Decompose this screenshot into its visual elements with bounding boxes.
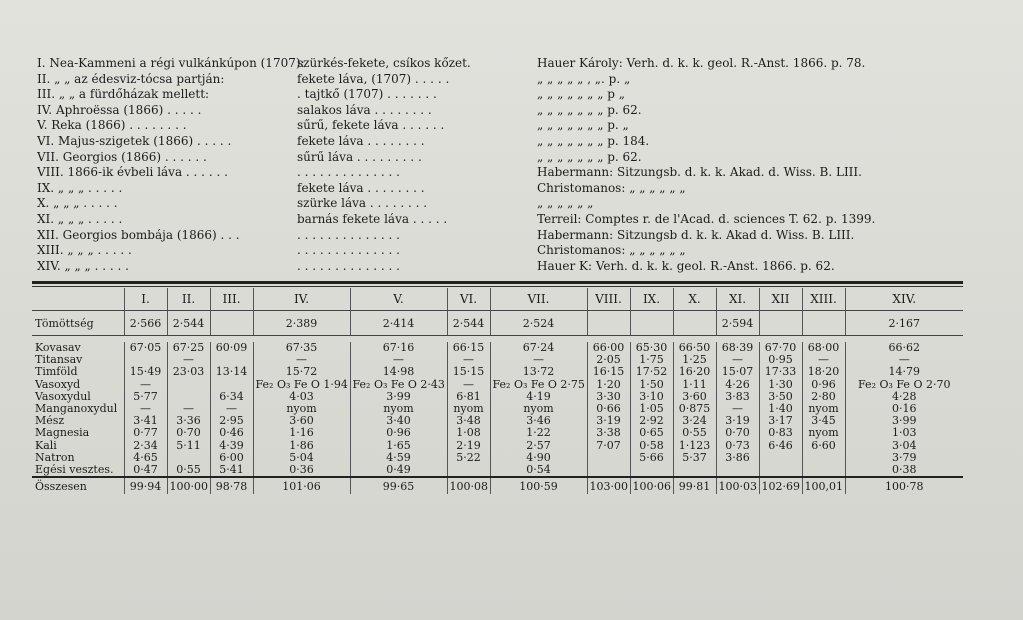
table-cell: Fe₂ O₃ Fe O 2·70 <box>845 379 963 391</box>
table-cell <box>802 464 845 477</box>
column-header: VIII. <box>587 288 630 311</box>
row-label: Vasoxydul <box>35 390 91 403</box>
table-cell: nyom <box>350 403 447 415</box>
table-cell: 6·46 <box>759 440 802 452</box>
sample-label: IX. „ „ „ . . . . . <box>37 180 123 195</box>
sample-label: VIII. 1866-ik évbeli láva . . . . . . <box>37 165 228 180</box>
table-cell: 3·79 <box>845 452 963 464</box>
table-cell: 5·11 <box>167 440 210 452</box>
table-cell: nyom <box>490 403 587 415</box>
sample-line <box>37 72 997 88</box>
table-cell: — <box>350 354 447 366</box>
table-cell: 3·04 <box>845 440 963 452</box>
column-header: VI. <box>447 288 490 311</box>
table-cell: 0·70 <box>167 427 210 439</box>
column-header: VII. <box>490 288 587 311</box>
table-cell: 2·544 <box>447 311 490 336</box>
table-cell: 2·95 <box>210 415 253 427</box>
table-cell: Fe₂ O₃ Fe O 1·94 <box>253 379 350 391</box>
sample-line <box>37 118 997 134</box>
table-cell: 3·99 <box>845 415 963 427</box>
column-header: IX. <box>630 288 673 311</box>
sample-label: VII. Georgios (1866) . . . . . . <box>37 149 207 164</box>
table-cell: 5·37 <box>673 452 716 464</box>
table-cell <box>630 311 673 336</box>
analysis-table <box>32 288 963 494</box>
table-cell: 3·46 <box>490 415 587 427</box>
sample-line <box>37 56 997 72</box>
table-cell: 67·25 <box>167 342 210 354</box>
table-cell: 68·00 <box>802 342 845 354</box>
row-label: Égési vesztes. <box>35 464 114 477</box>
table-top-rule <box>32 281 963 284</box>
table-cell: — <box>124 379 167 391</box>
table-cell: 4·28 <box>845 391 963 403</box>
row-label: Mész <box>35 415 65 428</box>
table-cell: 0·77 <box>124 427 167 439</box>
table-row <box>32 403 963 415</box>
composition-rows <box>32 342 963 477</box>
sample-label: V. Reka (1866) . . . . . . . . <box>37 118 187 133</box>
sample-source: „ „ „ „ „ „ „ p. 62. <box>537 102 642 117</box>
table-cell: 3·48 <box>447 415 490 427</box>
table-cell: 23·03 <box>167 366 210 378</box>
table-cell <box>673 464 716 477</box>
column-header: V. <box>350 288 447 311</box>
table-cell: 3·60 <box>253 415 350 427</box>
table-cell: 2·19 <box>447 440 490 452</box>
column-header: XI. <box>716 288 759 311</box>
sample-source: „ „ „ „ „ ‚ „. p. „ <box>537 71 631 86</box>
table-cell: 66·62 <box>845 342 963 354</box>
sample-label: I. Nea-Kammeni a régi vulkánkúpon (1707): <box>37 56 305 70</box>
sample-rock: . . . . . . . . . . . . . . <box>297 258 400 273</box>
table-cell: 3·83 <box>716 391 759 403</box>
sample-line <box>37 228 997 244</box>
table-cell: 66·50 <box>673 342 716 354</box>
table-cell: 0·95 <box>759 354 802 366</box>
sample-line <box>37 87 997 103</box>
table-cell: 3·86 <box>716 452 759 464</box>
table-cell: nyom <box>253 403 350 415</box>
table-cell: — <box>124 403 167 415</box>
table-cell: 3·99 <box>350 391 447 403</box>
table-row <box>32 354 963 366</box>
table-cell: 3·19 <box>716 415 759 427</box>
table-cell <box>759 464 802 477</box>
table-cell: 67·05 <box>124 342 167 354</box>
table-cell: 1·20 <box>587 379 630 391</box>
sample-label: XIII. „ „ „ . . . . . <box>37 243 132 258</box>
sample-source: Hauer K: Verh. d. k. k. geol. R.-Anst. 1866. p. 62. <box>537 258 835 273</box>
table-cell: 17·33 <box>759 366 802 378</box>
table-cell: 15·07 <box>716 366 759 378</box>
table-cell: 103·00 <box>587 477 630 494</box>
table-row <box>32 452 963 464</box>
table-cell: 4·26 <box>716 379 759 391</box>
table-cell: 0·46 <box>210 427 253 439</box>
table-cell: 100·06 <box>630 477 673 494</box>
table-cell: 4·59 <box>350 452 447 464</box>
table-cell: 100,01 <box>802 477 845 494</box>
table-cell: 1·25 <box>673 354 716 366</box>
table-cell <box>759 452 802 464</box>
table-cell: 66·15 <box>447 342 490 354</box>
table-cell: 0·73 <box>716 440 759 452</box>
table-cell: 18·20 <box>802 366 845 378</box>
table-cell: 1·16 <box>253 427 350 439</box>
table-cell: 1·123 <box>673 440 716 452</box>
table-cell <box>802 452 845 464</box>
table-cell <box>167 452 210 464</box>
table-cell: 13·14 <box>210 366 253 378</box>
row-label: Összesen <box>32 477 124 494</box>
table-cell <box>587 452 630 464</box>
table-cell <box>210 354 253 366</box>
total-row <box>32 477 963 494</box>
table-cell: 67·70 <box>759 342 802 354</box>
table-cell: 4·39 <box>210 440 253 452</box>
table-cell: 2·92 <box>630 415 673 427</box>
table-cell: 2·57 <box>490 440 587 452</box>
row-label: Kali <box>35 439 57 452</box>
table-cell: — <box>490 354 587 366</box>
table-cell: — <box>802 354 845 366</box>
sample-source: „ „ „ „ „ „ <box>537 196 594 211</box>
table-cell: 1·11 <box>673 379 716 391</box>
sample-label: XIV. „ „ „ . . . . . <box>37 258 129 273</box>
table-cell: — <box>716 354 759 366</box>
table-cell: 2·34 <box>124 440 167 452</box>
table-cell: 100·59 <box>490 477 587 494</box>
sample-label: X. „ „ „ . . . . . <box>37 196 118 211</box>
table-cell: 100·78 <box>845 477 963 494</box>
table-cell: 68·39 <box>716 342 759 354</box>
sample-rock: barnás fekete láva . . . . . <box>297 211 448 226</box>
table-cell: 2·05 <box>587 354 630 366</box>
table-cell <box>716 464 759 477</box>
table-cell: 2·566 <box>124 311 167 336</box>
table-cell: 0·55 <box>673 427 716 439</box>
sample-rock: sűrű láva . . . . . . . . . <box>297 149 422 164</box>
table-cell: — <box>447 354 490 366</box>
table-cell: 2·389 <box>253 311 350 336</box>
table-cell: 14·79 <box>845 366 963 378</box>
table-cell <box>587 311 630 336</box>
table-row <box>32 415 963 427</box>
sample-rock: . tajtkő (1707) . . . . . . . <box>297 87 437 102</box>
table-cell: 14·98 <box>350 366 447 378</box>
sample-rock: fekete láva . . . . . . . . <box>297 133 425 148</box>
table-cell: 0·38 <box>845 464 963 477</box>
table-cell: 15·15 <box>447 366 490 378</box>
sample-rock: fekete láva . . . . . . . . <box>297 180 425 195</box>
table-cell: 3·17 <box>759 415 802 427</box>
table-cell: — <box>716 403 759 415</box>
table-cell: Fe₂ O₃ Fe O 2·75 <box>490 379 587 391</box>
table-cell: 67·24 <box>490 342 587 354</box>
table-cell: 16·15 <box>587 366 630 378</box>
table-cell: 67·16 <box>350 342 447 354</box>
column-header: XII <box>759 288 802 311</box>
table-cell: Fe₂ O₃ Fe O 2·43 <box>350 379 447 391</box>
table-cell <box>167 391 210 403</box>
column-header: XIII. <box>802 288 845 311</box>
table-cell: 67·35 <box>253 342 350 354</box>
table-cell <box>124 354 167 366</box>
table-cell: — <box>167 354 210 366</box>
table-row <box>32 427 963 439</box>
table-cell: 6·60 <box>802 440 845 452</box>
column-header: II. <box>167 288 210 311</box>
sample-source: Habermann: Sitzungsb. d. k. k. Akad. d. Wiss. B. LIII. <box>537 165 862 180</box>
table-cell: 3·60 <box>673 391 716 403</box>
table-cell: 1·50 <box>630 379 673 391</box>
table-cell: — <box>167 403 210 415</box>
table-cell: 101·06 <box>253 477 350 494</box>
table-cell: 1·30 <box>759 379 802 391</box>
sample-source: „ „ „ „ „ „ „ p „ <box>537 87 625 102</box>
column-header: III. <box>210 288 253 311</box>
row-label: Titansav <box>35 354 83 367</box>
table-cell <box>673 311 716 336</box>
sample-line <box>37 134 997 150</box>
table-cell: 0·96 <box>802 379 845 391</box>
table-cell: 5·04 <box>253 452 350 464</box>
row-label: Magnesia <box>35 427 90 440</box>
table-cell: 0·96 <box>350 427 447 439</box>
table-row <box>32 391 963 403</box>
sample-rock: szürke láva . . . . . . . . <box>297 196 428 211</box>
table-cell: 2·524 <box>490 311 587 336</box>
table-cell <box>759 311 802 336</box>
table-row <box>32 440 963 452</box>
table-cell: 6·34 <box>210 391 253 403</box>
table-cell: 17·52 <box>630 366 673 378</box>
sample-label: VI. Majus-szigetek (1866) . . . . . <box>37 133 232 148</box>
table-cell: 1·75 <box>630 354 673 366</box>
table-cell: 4·19 <box>490 391 587 403</box>
sample-source: Terreil: Comptes r. de l'Acad. d. sciences T. 62. p. 1399. <box>537 211 876 226</box>
table-cell <box>587 464 630 477</box>
sample-line <box>37 243 997 259</box>
table-cell: 3·10 <box>630 391 673 403</box>
sample-rock: . . . . . . . . . . . . . . <box>297 227 400 242</box>
table-header-row <box>32 288 963 311</box>
table-cell: 3·40 <box>350 415 447 427</box>
table-cell: 1·86 <box>253 440 350 452</box>
sample-source: „ „ „ „ „ „ „ p. 184. <box>537 133 650 148</box>
table-cell: 5·77 <box>124 391 167 403</box>
table-cell <box>210 379 253 391</box>
sample-line <box>37 165 997 181</box>
sample-source: „ „ „ „ „ „ „ p. „ <box>537 118 629 133</box>
table-cell: 0·58 <box>630 440 673 452</box>
row-label: Kovasav <box>35 342 81 354</box>
table-cell: 100·08 <box>447 477 490 494</box>
table-cell: 65·30 <box>630 342 673 354</box>
table-cell: 99·94 <box>124 477 167 494</box>
sample-line <box>37 103 997 119</box>
column-header <box>32 288 124 311</box>
table-cell: 3·30 <box>587 391 630 403</box>
table-cell: 60·09 <box>210 342 253 354</box>
table-cell: 1·05 <box>630 403 673 415</box>
density-row <box>32 311 963 336</box>
table-cell <box>447 464 490 477</box>
table-cell <box>630 464 673 477</box>
table-cell: 1·03 <box>845 427 963 439</box>
table-cell: 0·16 <box>845 403 963 415</box>
table-cell: 0·70 <box>716 427 759 439</box>
table-row <box>32 366 963 378</box>
table-cell: 0·83 <box>759 427 802 439</box>
column-header: IV. <box>253 288 350 311</box>
table-top-rule-thin <box>32 286 963 287</box>
sample-label: XII. Georgios bombája (1866) . . . <box>37 227 240 242</box>
table-cell: 1·08 <box>447 427 490 439</box>
table-cell: 2·167 <box>845 311 963 336</box>
column-header: I. <box>124 288 167 311</box>
sample-line <box>37 181 997 197</box>
table-cell: 98·78 <box>210 477 253 494</box>
table-cell: 0·66 <box>587 403 630 415</box>
table-cell: 4·03 <box>253 391 350 403</box>
sample-label: XI. „ „ „ . . . . . <box>37 211 123 226</box>
table-cell: 2·80 <box>802 391 845 403</box>
table-cell: 3·19 <box>587 415 630 427</box>
table-cell <box>802 311 845 336</box>
table-cell: 1·40 <box>759 403 802 415</box>
table-row <box>32 379 963 391</box>
table-cell: 5·22 <box>447 452 490 464</box>
table-cell: 0·36 <box>253 464 350 477</box>
table-cell: 13·72 <box>490 366 587 378</box>
sample-rock: fekete láva, (1707) . . . . . <box>297 71 450 86</box>
table-cell: 7·07 <box>587 440 630 452</box>
table-cell: 0·65 <box>630 427 673 439</box>
table-cell: 6·00 <box>210 452 253 464</box>
sample-source: Habermann: Sitzungsb d. k. k. Akad d. Wiss. B. LIII. <box>537 227 855 242</box>
sample-label: II. „ „ az édesviz-tócsa partján: <box>37 71 225 86</box>
table-cell: 3·36 <box>167 415 210 427</box>
table-cell: 6·81 <box>447 391 490 403</box>
table-cell: 100·03 <box>716 477 759 494</box>
table-cell: 1·65 <box>350 440 447 452</box>
sample-line <box>37 259 997 275</box>
row-label: Manganoxydul <box>35 403 118 416</box>
table-row <box>32 342 963 354</box>
sample-label: IV. Aphroëssa (1866) . . . . . <box>37 102 202 117</box>
table-cell: 66·00 <box>587 342 630 354</box>
table-cell: 2·544 <box>167 311 210 336</box>
table-cell: 4·90 <box>490 452 587 464</box>
table-cell <box>210 311 253 336</box>
table-cell: nyom <box>447 403 490 415</box>
sample-source: Christomanos: „ „ „ „ „ „ <box>537 243 686 258</box>
row-label: Vasoxyd <box>35 378 81 391</box>
table-cell: 0·49 <box>350 464 447 477</box>
sample-source: Christomanos: „ „ „ „ „ „ <box>537 180 686 195</box>
table-cell: 3·41 <box>124 415 167 427</box>
table-cell: 4·65 <box>124 452 167 464</box>
table-cell: 2·414 <box>350 311 447 336</box>
table-cell: 99·81 <box>673 477 716 494</box>
table-cell: nyom <box>802 403 845 415</box>
sample-rock: . . . . . . . . . . . . . . <box>297 243 400 258</box>
column-header: X. <box>673 288 716 311</box>
sample-source: „ „ „ „ „ „ „ p. 62. <box>537 149 642 164</box>
table-cell: 0·875 <box>673 403 716 415</box>
sample-label: III. „ „ a fürdőházak mellett: <box>37 87 210 102</box>
table-cell: 3·45 <box>802 415 845 427</box>
table-cell: 5·66 <box>630 452 673 464</box>
sample-rock: sűrű, fekete láva . . . . . . <box>297 118 445 133</box>
table-cell: 5·41 <box>210 464 253 477</box>
table-cell: 100·00 <box>167 477 210 494</box>
sample-line <box>37 212 997 228</box>
sample-rock: . . . . . . . . . . . . . . <box>297 165 400 180</box>
table-cell: 0·55 <box>167 464 210 477</box>
sample-source: Hauer Károly: Verh. d. k. k. geol. R.-Anst. 1866. p. 78. <box>537 56 866 70</box>
table-cell: nyom <box>802 427 845 439</box>
table-cell: 15·49 <box>124 366 167 378</box>
table-cell: 0·47 <box>124 464 167 477</box>
sample-line <box>37 150 997 166</box>
column-header: XIV. <box>845 288 963 311</box>
row-label: Tömöttség <box>32 311 124 336</box>
table-cell: 0·54 <box>490 464 587 477</box>
table-cell: — <box>845 354 963 366</box>
table-cell: 3·24 <box>673 415 716 427</box>
row-label: Natron <box>35 451 75 464</box>
table-cell: 15·72 <box>253 366 350 378</box>
table-cell: 3·50 <box>759 391 802 403</box>
table-row <box>32 464 963 477</box>
sample-rock: salakos láva . . . . . . . . <box>297 102 432 117</box>
sample-list <box>37 56 997 274</box>
table-cell: — <box>253 354 350 366</box>
table-cell: 16·20 <box>673 366 716 378</box>
table-cell: 2·594 <box>716 311 759 336</box>
table-cell: 99·65 <box>350 477 447 494</box>
table-cell: 3·38 <box>587 427 630 439</box>
table-cell: — <box>210 403 253 415</box>
table-cell <box>167 379 210 391</box>
row-label: Timföld <box>35 366 78 379</box>
sample-line <box>37 196 997 212</box>
table-cell: — <box>447 379 490 391</box>
table-cell: 1·22 <box>490 427 587 439</box>
table-cell: 102·69 <box>759 477 802 494</box>
sample-rock: szürkés-fekete, csíkos kőzet. <box>297 56 471 70</box>
